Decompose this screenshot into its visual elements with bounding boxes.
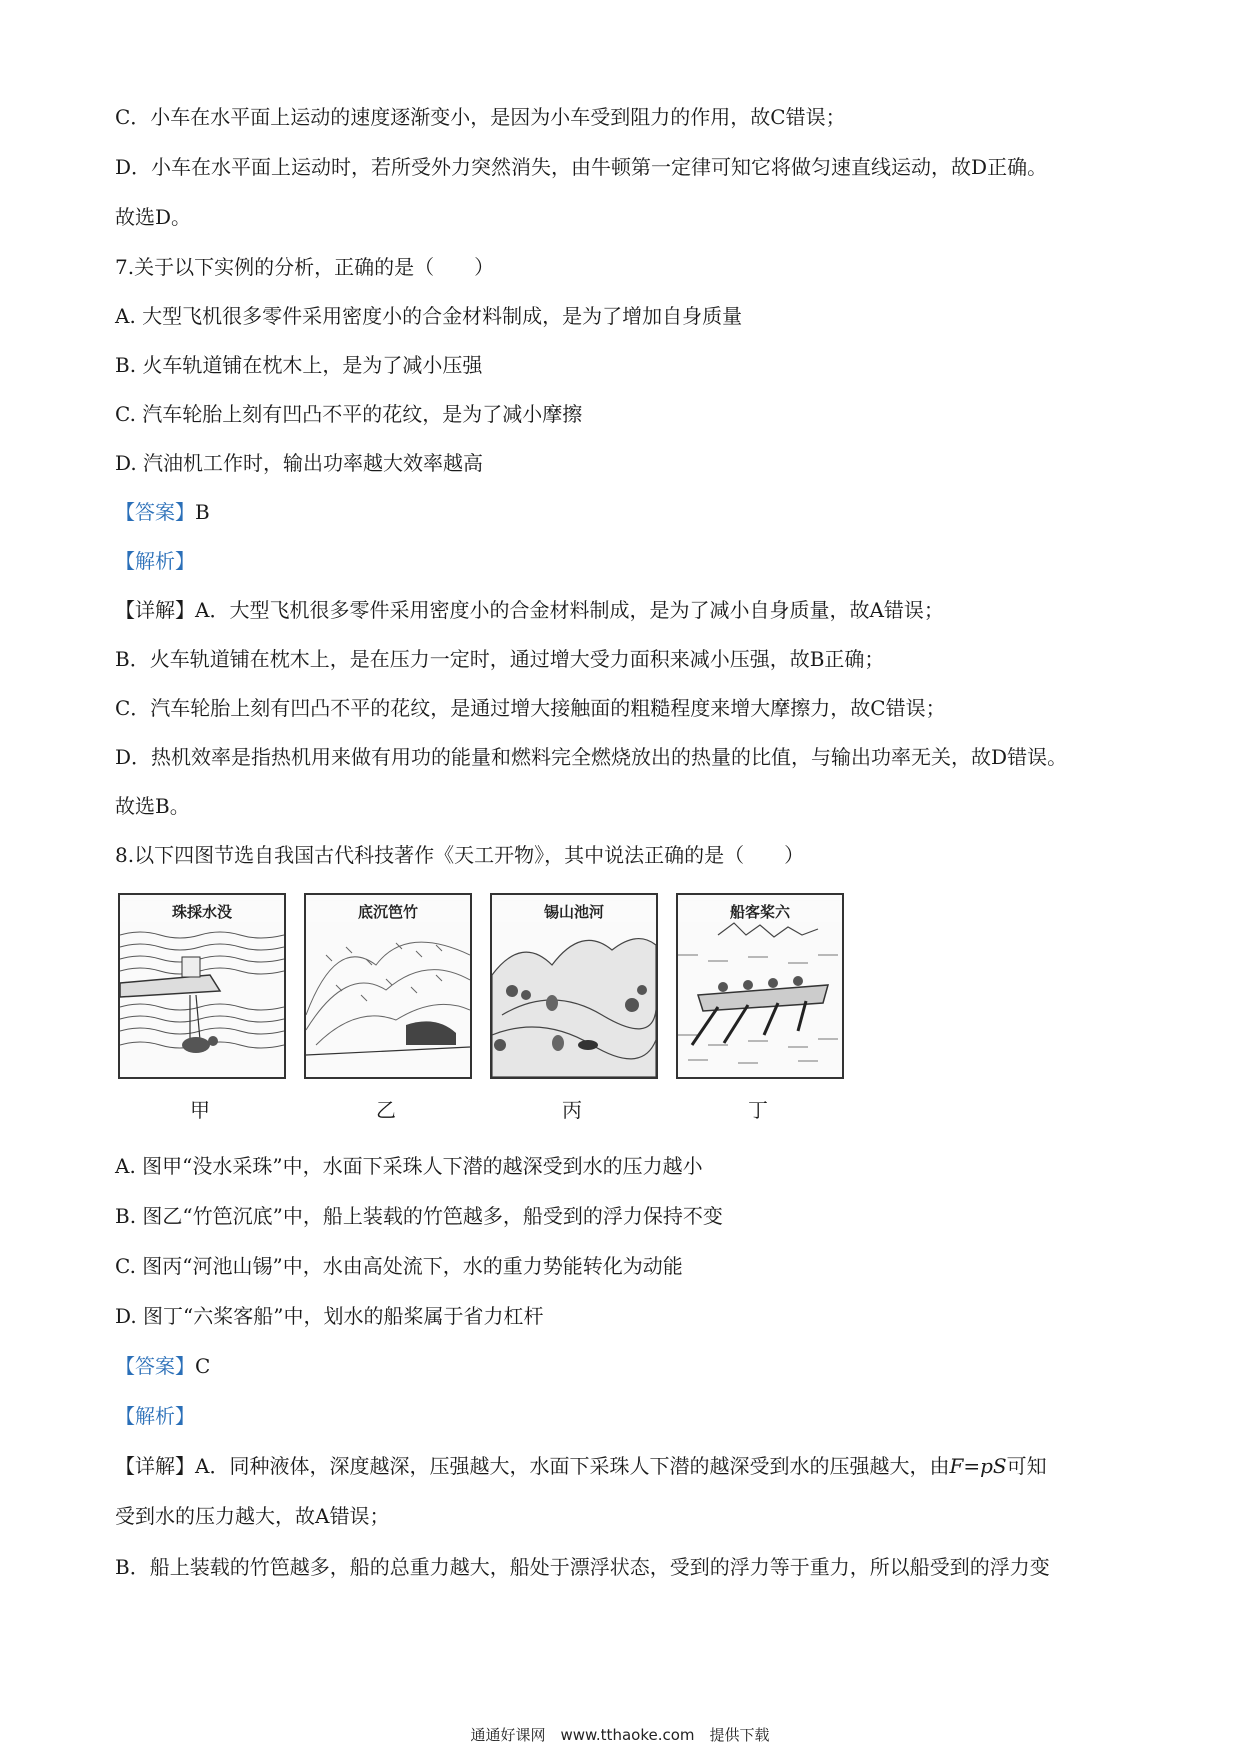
q7-detail-b: B．火车轨道铺在枕木上，是在压力一定时，通过增大受力面积来减小压强，故B正确； bbox=[115, 647, 885, 671]
figure-ding-label: 丁 bbox=[748, 1098, 768, 1122]
q7-detail-d: D．热机效率是指热机用来做有用功的能量和燃料完全燃烧放出的热量的比值，与输出功率无关，故D错误。 bbox=[115, 745, 1068, 769]
detail-tag: 【详解】 bbox=[115, 598, 195, 622]
prev-select: 故选D。 bbox=[115, 205, 192, 229]
figure-bing bbox=[490, 893, 658, 1079]
q7-stem: 7.关于以下实例的分析，正确的是（ ） bbox=[115, 255, 495, 279]
answer-value: C bbox=[195, 1354, 211, 1378]
answer-tag: 【答案】 bbox=[115, 1354, 195, 1378]
detail-text: A．同种液体，深度越深，压强越大，水面下采珠人下潜的越深受到水的压强越大，由 bbox=[195, 1454, 950, 1478]
q8-stem: 8.以下四图节选自我国古代科技著作《天工开物》，其中说法正确的是（ ） bbox=[115, 843, 805, 867]
q8-option-d: D. 图丁“六桨客船”中，划水的船桨属于省力杠杆 bbox=[115, 1304, 544, 1328]
figure-jia-label: 甲 bbox=[190, 1098, 210, 1122]
figure-yi-title: 底沉笆竹 bbox=[306, 901, 470, 922]
q7-analysis-tag: 【解析】 bbox=[115, 549, 195, 573]
formula: F=pS bbox=[949, 1454, 1007, 1478]
figure-bing-label: 丙 bbox=[562, 1098, 582, 1122]
figure-yi bbox=[304, 893, 472, 1079]
detail-text-tail: 可知 bbox=[1006, 1454, 1047, 1478]
tiangong-kaiwu-figures bbox=[118, 893, 838, 1123]
q8-detail-a bbox=[115, 1452, 1047, 1480]
q7-select: 故选B。 bbox=[115, 794, 190, 818]
q7-option-d: D. 汽油机工作时，输出功率越大效率越高 bbox=[115, 451, 484, 475]
page-footer: 通通好课网 www.tthaoke.com 提供下载 bbox=[470, 1726, 770, 1744]
figure-ding-title: 船客桨六 bbox=[678, 901, 842, 922]
figure-bing-title: 锡山池河 bbox=[492, 901, 656, 922]
q7-answer bbox=[115, 498, 210, 526]
detail-tag: 【详解】 bbox=[115, 1454, 195, 1478]
answer-value: B bbox=[195, 500, 210, 524]
prev-option-d-analysis: D．小车在水平面上运动时，若所受外力突然消失，由牛顿第一定律可知它将做匀速直线运动，故D正确。 bbox=[115, 155, 1048, 179]
figure-jia-title: 珠採水没 bbox=[120, 901, 284, 922]
figure-ding bbox=[676, 893, 844, 1079]
q8-option-c: C. 图丙“河池山锡”中，水由高处流下，水的重力势能转化为动能 bbox=[115, 1254, 683, 1278]
detail-text: A．大型飞机很多零件采用密度小的合金材料制成，是为了减小自身质量，故A错误； bbox=[195, 598, 944, 622]
figure-yi-label: 乙 bbox=[376, 1098, 396, 1122]
q7-option-b: B. 火车轨道铺在枕木上，是为了减小压强 bbox=[115, 353, 483, 377]
q7-option-c: C. 汽车轮胎上刻有凹凸不平的花纹，是为了减小摩擦 bbox=[115, 402, 583, 426]
q8-detail-b: B．船上装载的竹笆越多，船的总重力越大，船处于漂浮状态，受到的浮力等于重力，所以船受到的浮力变 bbox=[115, 1555, 1050, 1579]
q8-option-b: B. 图乙“竹笆沉底”中，船上装载的竹笆越多，船受到的浮力保持不变 bbox=[115, 1204, 723, 1228]
q8-answer bbox=[115, 1352, 210, 1380]
answer-tag: 【答案】 bbox=[115, 500, 195, 524]
figure-jia bbox=[118, 893, 286, 1079]
q7-detail-a bbox=[115, 596, 944, 624]
q8-analysis-tag: 【解析】 bbox=[115, 1404, 195, 1428]
q8-option-a: A. 图甲“没水采珠”中，水面下采珠人下潜的越深受到水的压力越小 bbox=[115, 1154, 703, 1178]
q8-detail-a-cont: 受到水的压力越大，故A错误； bbox=[115, 1504, 390, 1528]
prev-option-c-analysis: C．小车在水平面上运动的速度逐渐变小，是因为小车受到阻力的作用，故C错误； bbox=[115, 105, 846, 129]
q7-detail-c: C．汽车轮胎上刻有凹凸不平的花纹，是通过增大接触面的粗糙程度来增大摩擦力，故C错误； bbox=[115, 696, 946, 720]
q7-option-a: A. 大型飞机很多零件采用密度小的合金材料制成，是为了增加自身质量 bbox=[115, 304, 743, 328]
